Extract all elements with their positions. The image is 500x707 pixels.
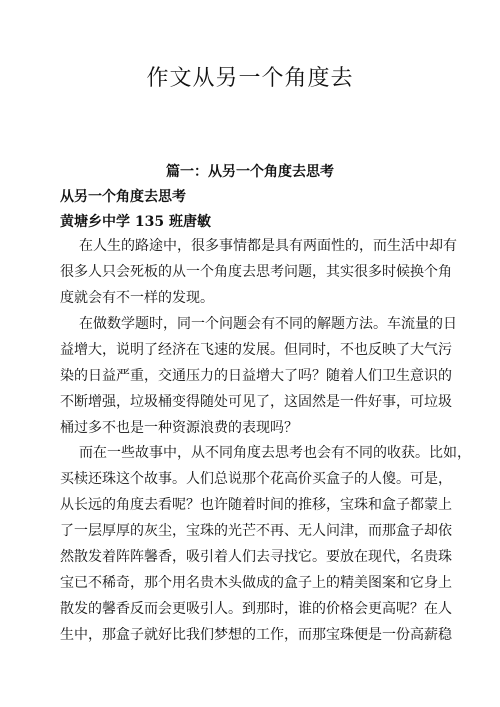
- paragraph-line: 桶过多不也是一种资源浪费的表现吗？: [60, 420, 298, 436]
- paragraph-line: 益增大，说明了经济在飞速的发展。但同时，不也反映了大气污: [60, 342, 452, 358]
- paragraph-line: 很多人只会死板的从一个角度去思考问题，其实很多时候换个角: [60, 264, 452, 280]
- paragraph-line: 从长远的角度去看呢？也许随着时间的推移，宝珠和盒子都蒙上: [60, 497, 452, 513]
- paragraph-line: 然散发着阵阵馨香，吸引着人们去寻找它。要放在现代，名贵珠: [60, 549, 452, 565]
- paragraph-line: 在做数学题时，同一个问题会有不同的解题方法。车流量的日: [79, 316, 457, 332]
- document-title: 作文从另一个角度去: [146, 66, 354, 91]
- paragraph-line: 不断增强，垃圾桶变得随处可见了，这固然是一件好事，可垃圾: [60, 394, 452, 410]
- author-line: 黄塘乡中学 135 班唐敏: [60, 214, 211, 230]
- section-title: 篇一：从另一个角度去思考: [166, 164, 334, 180]
- paragraph-line: 在人生的路途中，很多事情都是具有两面性的，而生活中却有: [79, 238, 457, 254]
- paragraph-line: 而在一些故事中，从不同角度去思考也会有不同的收获。比如，: [79, 445, 471, 461]
- paragraph-line: 度就会有不一样的发现。: [60, 290, 214, 306]
- paragraph-line: 散发的馨香反而会更吸引人。到那时，谁的价格会更高呢？在人: [60, 601, 452, 617]
- paragraph-line: 宝已不稀奇，那个用名贵木头做成的盒子上的精美图案和它身上: [60, 575, 452, 591]
- paragraph-line: 了一层厚厚的灰尘，宝珠的光芒不再、无人问津，而那盒子却依: [60, 523, 452, 539]
- paragraph-line: 染的日益严重，交通压力的日益增大了吗？随着人们卫生意识的: [60, 368, 452, 384]
- paragraph-line: 生中，那盒子就好比我们梦想的工作，而那宝珠便是一份高薪稳: [60, 627, 452, 643]
- paragraph-line: 买椟还珠这个故事。人们总说那个花高价买盒子的人傻。可是，: [60, 471, 452, 487]
- essay-heading: 从另一个角度去思考: [60, 189, 186, 205]
